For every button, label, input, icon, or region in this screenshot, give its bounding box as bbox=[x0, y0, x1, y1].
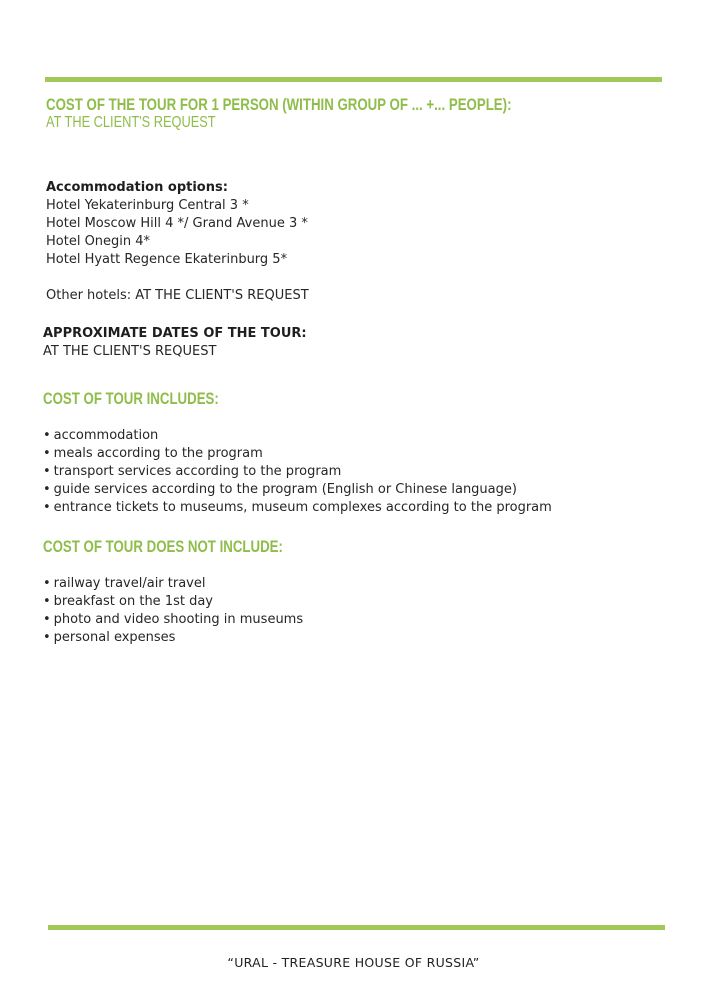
list-item bbox=[43, 463, 552, 481]
hotel-item: Hotel Hyatt Regence Ekaterinburg 5* bbox=[46, 252, 288, 267]
bullet-icon: • bbox=[43, 612, 51, 627]
list-item bbox=[43, 481, 552, 499]
other-hotels: Other hotels: AT THE CLIENT'S REQUEST bbox=[46, 288, 309, 303]
list-item-text: accommodation bbox=[53, 428, 159, 443]
list-item-text: breakfast on the 1st day bbox=[53, 594, 213, 609]
list-item-text: railway travel/air travel bbox=[53, 576, 206, 591]
dates-value: AT THE CLIENT'S REQUEST bbox=[43, 344, 217, 359]
footer-tagline: “URAL - TREASURE HOUSE OF RUSSIA” bbox=[227, 955, 480, 970]
dates-title: APPROXIMATE DATES OF THE TOUR: bbox=[43, 326, 307, 341]
list-item bbox=[43, 575, 303, 593]
list-item bbox=[43, 499, 552, 517]
list-item-text: personal expenses bbox=[53, 630, 176, 645]
bullet-icon: • bbox=[43, 576, 51, 591]
cost-value: AT THE CLIENT'S REQUEST bbox=[46, 114, 216, 131]
bullet-icon: • bbox=[43, 446, 51, 461]
top-divider bbox=[45, 77, 662, 82]
list-item-text: meals according to the program bbox=[53, 446, 263, 461]
hotel-item: Hotel Yekaterinburg Central 3 * bbox=[46, 198, 249, 213]
hotel-item: Hotel Moscow Hill 4 */ Grand Avenue 3 * bbox=[46, 216, 308, 231]
list-item-text: transport services according to the program bbox=[53, 464, 342, 479]
bottom-divider bbox=[48, 925, 665, 930]
bullet-icon: • bbox=[43, 482, 51, 497]
bullet-icon: • bbox=[43, 594, 51, 609]
bullet-icon: • bbox=[43, 428, 51, 443]
bullet-icon: • bbox=[43, 500, 51, 515]
bullet-icon: • bbox=[43, 464, 51, 479]
includes-list bbox=[43, 427, 552, 517]
excludes-title: COST OF TOUR DOES NOT INCLUDE: bbox=[43, 537, 283, 556]
excludes-list bbox=[43, 575, 303, 647]
list-item-text: guide services according to the program (English or Chinese language) bbox=[53, 482, 517, 497]
list-item bbox=[43, 427, 552, 445]
bullet-icon: • bbox=[43, 630, 51, 645]
list-item bbox=[43, 593, 303, 611]
list-item bbox=[43, 445, 552, 463]
includes-title: COST OF TOUR INCLUDES: bbox=[43, 389, 219, 408]
list-item bbox=[43, 629, 303, 647]
list-item-text: photo and video shooting in museums bbox=[53, 612, 304, 627]
list-item bbox=[43, 611, 303, 629]
cost-title: COST OF THE TOUR FOR 1 PERSON (WITHIN GROUP OF ... +... PEOPLE): bbox=[46, 95, 512, 114]
hotel-item: Hotel Onegin 4* bbox=[46, 234, 151, 249]
list-item-text: entrance tickets to museums, museum complexes according to the program bbox=[53, 500, 552, 515]
accommodation-title: Accommodation options: bbox=[46, 180, 228, 195]
